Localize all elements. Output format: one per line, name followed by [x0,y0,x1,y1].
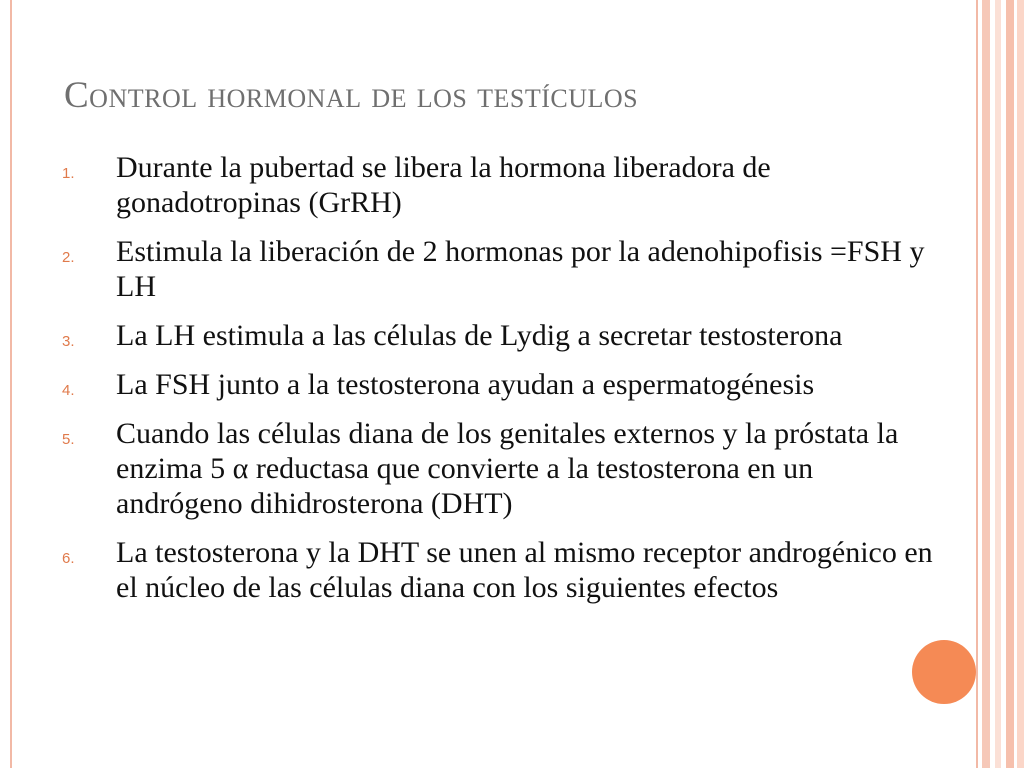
item-text: La LH estimula a las células de Lydig a secretar testosterona [116,319,843,352]
item-number: 6. [62,550,75,567]
decorative-stripe [982,0,990,768]
list-item [62,234,947,304]
decorative-stripe [995,0,1001,768]
list-item [62,367,947,402]
decorative-stripe [1006,0,1014,768]
item-text: La testosterona y la DHT se unen al mismo receptor androgénico en el núcleo de las células diana con los siguientes efectos [116,536,933,604]
item-number: 5. [62,431,75,448]
item-number: 4. [62,382,75,399]
item-number: 1. [62,165,75,182]
list-item [62,318,947,353]
list-item [62,416,947,521]
decorative-stripe [1017,0,1024,768]
decorative-circle [912,640,976,704]
item-text: Cuando las células diana de los genitales externos y la próstata la enzima 5 α reductasa que convierte a la testosterona en un andrógeno dihidrosterona (DHT) [116,417,899,520]
point-list [62,150,947,619]
list-item [62,150,947,220]
item-text: La FSH junto a la testosterona ayudan a espermatogénesis [116,368,815,401]
item-number: 3. [62,333,75,350]
slide-title: Control hormonal de los testículos [64,75,639,116]
list-item [62,535,947,605]
item-number: 2. [62,249,75,266]
item-text: Estimula la liberación de 2 hormonas por la adenohipofisis =FSH y LH [116,235,925,303]
item-text: Durante la pubertad se libera la hormona liberadora de gonadotropinas (GrRH) [116,151,771,219]
